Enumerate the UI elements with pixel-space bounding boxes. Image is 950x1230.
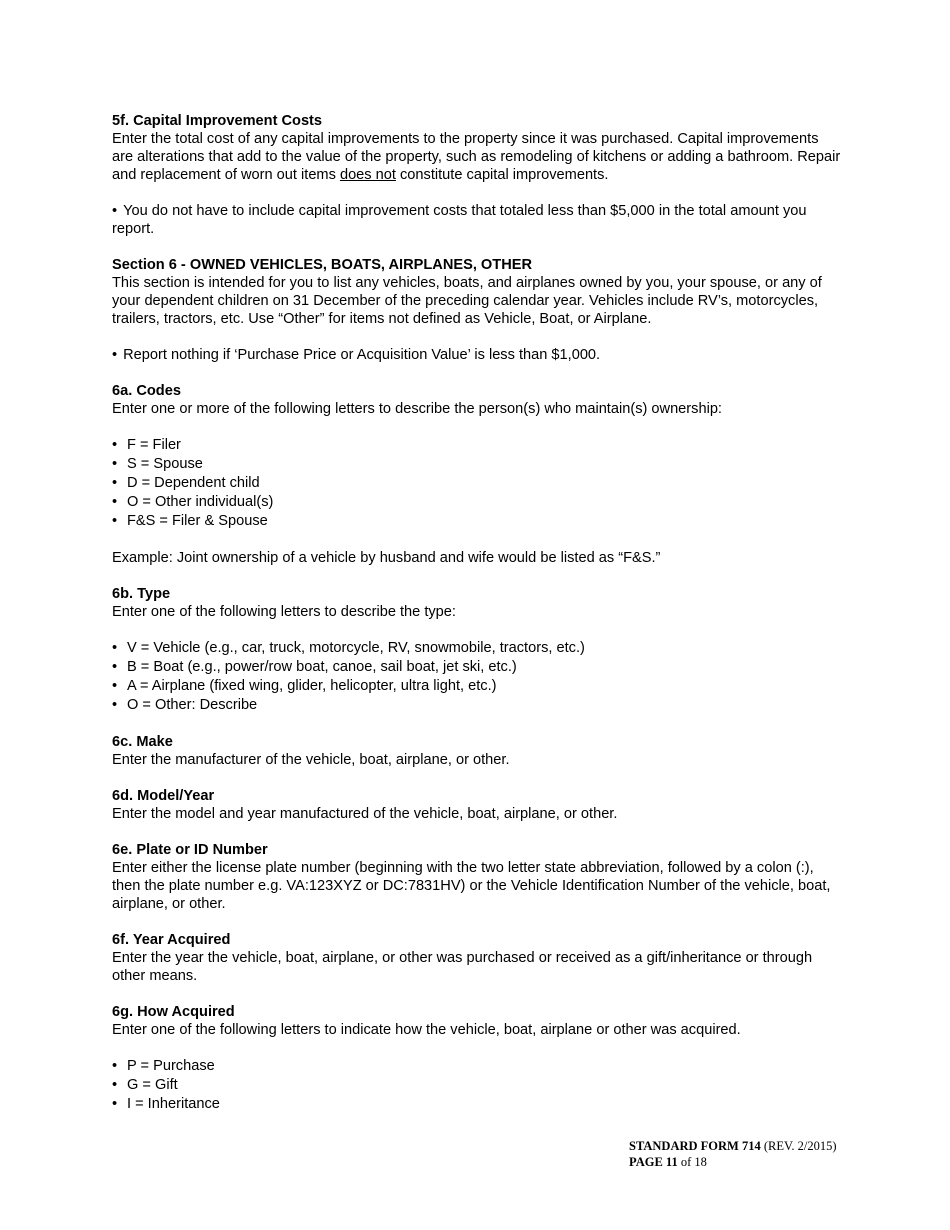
bullet-icon: •: [112, 456, 118, 472]
section-6a-title: 6a. Codes: [112, 383, 181, 399]
bullet-icon: •: [112, 347, 118, 363]
list-item: [112, 512, 842, 530]
section-6-bullet-text: Report nothing if ‘Purchase Price or Acquisition Value’ is less than $1,000.: [123, 347, 601, 363]
section-6b-title: 6b. Type: [112, 586, 171, 602]
section-6c: [112, 733, 842, 769]
section-5f-bullet: [112, 202, 842, 238]
acquired-code-text: I = Inheritance: [127, 1096, 220, 1112]
page-label: PAGE: [629, 1154, 663, 1169]
section-6e: [112, 841, 842, 913]
owner-code-text: F = Filer: [127, 437, 181, 453]
bullet-icon: •: [112, 697, 118, 713]
section-6-title: Section 6 - OWNED VEHICLES, BOATS, AIRPLANES, OTHER: [112, 257, 533, 273]
section-6-bullet: [112, 346, 842, 364]
list-item: [112, 1095, 842, 1113]
section-6g: [112, 1003, 842, 1113]
section-5f: [112, 112, 842, 238]
form-name: STANDARD FORM 714: [629, 1139, 761, 1153]
page-number: 11: [665, 1154, 678, 1169]
list-item: [112, 474, 842, 492]
section-5f-bullet-text: You do not have to include capital improvement costs that totaled less than $5,000 in the total amount you report.: [112, 203, 807, 237]
bullet-icon: •: [112, 678, 118, 694]
bullet-icon: •: [112, 1096, 118, 1112]
owner-code-text: F&S = Filer & Spouse: [127, 513, 268, 529]
page-footer: [629, 1139, 837, 1170]
bullet-icon: •: [112, 659, 118, 675]
section-6f-title: 6f. Year Acquired: [112, 932, 231, 948]
acquired-code-text: P = Purchase: [127, 1058, 215, 1074]
acquired-codes-list: [112, 1057, 842, 1113]
bullet-icon: •: [112, 1058, 118, 1074]
form-revision: (REV. 2/2015): [763, 1139, 837, 1153]
of-label: of: [680, 1154, 692, 1169]
list-item: [112, 1076, 842, 1094]
section-6d-title: 6d. Model/Year: [112, 788, 215, 804]
bullet-icon: •: [112, 1077, 118, 1093]
owner-code-text: D = Dependent child: [127, 475, 260, 491]
section-5f-text-start: Enter the total cost of any capital improvements to the property since it was purchased. Capital improvements are alterations that add to the value of the property, such as remodeling of kitchens or adding a bathroom. Repair and replacement of worn out items: [112, 131, 841, 183]
list-item: [112, 658, 842, 676]
list-item: [112, 696, 842, 714]
section-6a-example: Example: Joint ownership of a vehicle by husband and wife would be listed as “F&S.”: [112, 550, 661, 566]
section-6g-title: 6g. How Acquired: [112, 1004, 235, 1020]
section-6c-title: 6c. Make: [112, 734, 173, 750]
section-6b: [112, 585, 842, 714]
type-code-text: O = Other: Describe: [127, 697, 258, 713]
section-6f-paragraph: Enter the year the vehicle, boat, airplane, or other was purchased or received as a gift/inheritance or through other means.: [112, 950, 813, 984]
section-6g-paragraph: Enter one of the following letters to indicate how the vehicle, boat, airplane or other was acquired.: [112, 1022, 741, 1038]
owner-code-text: S = Spouse: [127, 456, 203, 472]
bullet-icon: •: [112, 437, 118, 453]
total-pages: 18: [694, 1154, 707, 1169]
section-5f-title: 5f. Capital Improvement Costs: [112, 113, 323, 129]
type-code-text: V = Vehicle (e.g., car, truck, motorcycle, RV, snowmobile, tractors, etc.): [127, 640, 585, 656]
section-6a: [112, 382, 842, 567]
type-code-text: A = Airplane (fixed wing, glider, helicopter, ultra light, etc.): [127, 678, 497, 694]
page-indicator: [629, 1155, 837, 1171]
type-codes-list: [112, 639, 842, 714]
section-6: [112, 256, 842, 364]
bullet-icon: •: [112, 494, 118, 510]
list-item: [112, 1057, 842, 1075]
does-not-underlined: does not: [339, 167, 396, 183]
list-item: [112, 677, 842, 695]
section-6a-paragraph: Enter one or more of the following letters to describe the person(s) who maintain(s) ownership:: [112, 401, 722, 417]
bullet-icon: •: [112, 513, 118, 529]
section-6b-paragraph: Enter one of the following letters to describe the type:: [112, 604, 456, 620]
owner-code-text: O = Other individual(s): [127, 494, 274, 510]
type-code-text: B = Boat (e.g., power/row boat, canoe, sail boat, jet ski, etc.): [127, 659, 517, 675]
section-6e-title: 6e. Plate or ID Number: [112, 842, 268, 858]
list-item: [112, 493, 842, 511]
form-identifier: [629, 1139, 837, 1155]
acquired-code-text: G = Gift: [127, 1077, 178, 1093]
bullet-icon: •: [112, 475, 118, 491]
section-6-paragraph: This section is intended for you to list any vehicles, boats, and airplanes owned by you, your spouse, or any of your dependent children on 31 December of the preceding calendar year. Vehicles include RV’s, motorcycles, trailers, tractors, etc. Use “Other” for items not defined as Vehicle, Boat, or Airplane.: [112, 275, 822, 327]
section-6d: [112, 787, 842, 823]
document-page: [112, 112, 842, 1114]
bullet-icon: •: [112, 203, 118, 219]
list-item: [112, 639, 842, 657]
section-6f: [112, 931, 842, 985]
section-6e-paragraph: Enter either the license plate number (beginning with the two letter state abbreviation, followed by a colon (:), then the plate number e.g. VA:123XYZ or DC:7831HV) or the Vehicle Identification Number of the vehicle, boat, airplane, or other.: [112, 860, 831, 912]
section-5f-paragraph: [112, 130, 842, 184]
section-6d-paragraph: Enter the model and year manufactured of the vehicle, boat, airplane, or other.: [112, 806, 618, 822]
owner-codes-list: [112, 436, 842, 530]
section-6c-paragraph: Enter the manufacturer of the vehicle, boat, airplane, or other.: [112, 752, 510, 768]
section-5f-text-end: constitute capital improvements.: [395, 167, 609, 183]
list-item: [112, 455, 842, 473]
list-item: [112, 436, 842, 454]
bullet-icon: •: [112, 640, 118, 656]
